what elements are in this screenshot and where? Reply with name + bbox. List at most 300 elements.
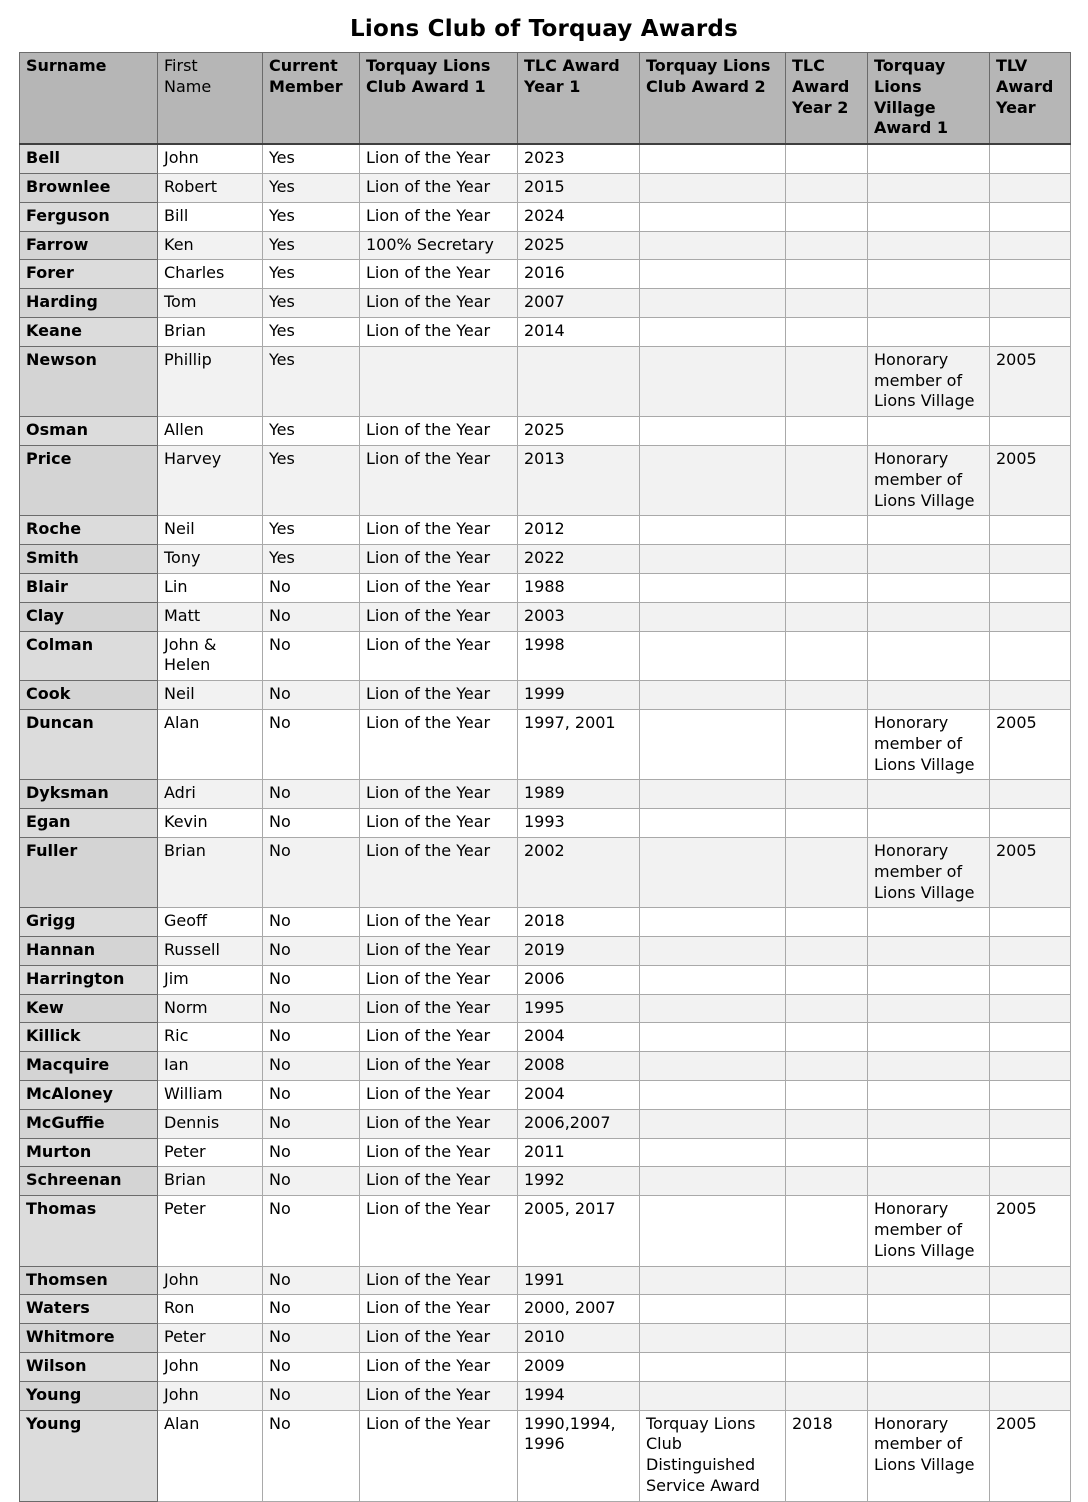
cell-tlc-award-2 bbox=[640, 1109, 786, 1138]
cell-surname: Fuller bbox=[20, 837, 158, 907]
cell-surname: Newson bbox=[20, 346, 158, 416]
cell-tlc-award-2 bbox=[640, 1052, 786, 1081]
cell-tlc-award-2 bbox=[640, 1196, 786, 1266]
cell-tlc-award-1: Lion of the Year bbox=[360, 545, 518, 574]
cell-tlv-award-year bbox=[990, 1266, 1071, 1295]
table-row bbox=[20, 1081, 1071, 1110]
cell-tlv-award-year: 2005 bbox=[990, 837, 1071, 907]
cell-current-member: No bbox=[263, 908, 360, 937]
cell-tlc-award-year-1: 2008 bbox=[518, 1052, 640, 1081]
table-row bbox=[20, 202, 1071, 231]
cell-tlc-award-1: Lion of the Year bbox=[360, 417, 518, 446]
cell-tlc-award-1: Lion of the Year bbox=[360, 1081, 518, 1110]
cell-tlc-award-year-2 bbox=[786, 1196, 868, 1266]
cell-first-name: Harvey bbox=[158, 445, 263, 515]
cell-current-member: No bbox=[263, 1023, 360, 1052]
cell-first-name: Peter bbox=[158, 1196, 263, 1266]
cell-tlc-award-1: Lion of the Year bbox=[360, 1167, 518, 1196]
cell-tlc-award-year-1: 1992 bbox=[518, 1167, 640, 1196]
cell-tlc-award-2 bbox=[640, 1023, 786, 1052]
cell-surname: Bell bbox=[20, 144, 158, 173]
cell-first-name: Kevin bbox=[158, 809, 263, 838]
cell-surname: Thomsen bbox=[20, 1266, 158, 1295]
cell-tlc-award-year-1: 2022 bbox=[518, 545, 640, 574]
cell-surname: Young bbox=[20, 1410, 158, 1501]
cell-current-member: Yes bbox=[263, 173, 360, 202]
cell-tlv-award-1 bbox=[868, 289, 990, 318]
table-row bbox=[20, 994, 1071, 1023]
cell-tlc-award-1: Lion of the Year bbox=[360, 445, 518, 515]
cell-tlc-award-2 bbox=[640, 631, 786, 681]
cell-tlc-award-1: Lion of the Year bbox=[360, 908, 518, 937]
cell-tlv-award-1 bbox=[868, 1023, 990, 1052]
cell-first-name: Charles bbox=[158, 260, 263, 289]
col-header-current-member: Current Member bbox=[263, 53, 360, 145]
cell-tlv-award-year bbox=[990, 545, 1071, 574]
cell-tlc-award-year-2 bbox=[786, 681, 868, 710]
cell-tlv-award-year bbox=[990, 573, 1071, 602]
table-row bbox=[20, 1138, 1071, 1167]
cell-surname: Wilson bbox=[20, 1353, 158, 1382]
cell-tlc-award-year-1: 2025 bbox=[518, 417, 640, 446]
cell-surname: Thomas bbox=[20, 1196, 158, 1266]
cell-first-name: Norm bbox=[158, 994, 263, 1023]
cell-tlc-award-1: Lion of the Year bbox=[360, 602, 518, 631]
cell-surname: McGuffie bbox=[20, 1109, 158, 1138]
cell-surname: Farrow bbox=[20, 231, 158, 260]
cell-tlv-award-1 bbox=[868, 545, 990, 574]
cell-tlc-award-1: Lion of the Year bbox=[360, 173, 518, 202]
cell-tlc-award-year-1 bbox=[518, 346, 640, 416]
cell-tlc-award-year-2 bbox=[786, 417, 868, 446]
cell-tlc-award-1: Lion of the Year bbox=[360, 631, 518, 681]
cell-first-name: Phillip bbox=[158, 346, 263, 416]
cell-tlc-award-1: Lion of the Year bbox=[360, 1109, 518, 1138]
cell-tlc-award-2 bbox=[640, 144, 786, 173]
cell-first-name: Robert bbox=[158, 173, 263, 202]
cell-surname: Cook bbox=[20, 681, 158, 710]
cell-tlc-award-1: Lion of the Year bbox=[360, 516, 518, 545]
cell-tlv-award-year bbox=[990, 994, 1071, 1023]
cell-tlc-award-year-1: 2003 bbox=[518, 602, 640, 631]
cell-tlv-award-year bbox=[990, 231, 1071, 260]
cell-tlv-award-year bbox=[990, 202, 1071, 231]
table-row bbox=[20, 545, 1071, 574]
cell-tlc-award-2 bbox=[640, 994, 786, 1023]
cell-current-member: No bbox=[263, 1196, 360, 1266]
cell-tlv-award-year bbox=[990, 260, 1071, 289]
cell-first-name: Brian bbox=[158, 1167, 263, 1196]
cell-surname: Macquire bbox=[20, 1052, 158, 1081]
cell-first-name: John bbox=[158, 1381, 263, 1410]
cell-surname: Brownlee bbox=[20, 173, 158, 202]
cell-tlc-award-2 bbox=[640, 516, 786, 545]
cell-tlc-award-year-1: 1999 bbox=[518, 681, 640, 710]
cell-tlv-award-1 bbox=[868, 1138, 990, 1167]
cell-tlc-award-2 bbox=[640, 1138, 786, 1167]
cell-tlc-award-1: Lion of the Year bbox=[360, 1023, 518, 1052]
cell-tlv-award-1 bbox=[868, 1353, 990, 1382]
cell-tlv-award-year bbox=[990, 1324, 1071, 1353]
cell-tlv-award-year bbox=[990, 681, 1071, 710]
cell-tlc-award-year-2 bbox=[786, 545, 868, 574]
cell-tlv-award-1 bbox=[868, 573, 990, 602]
cell-tlv-award-1 bbox=[868, 809, 990, 838]
table-row bbox=[20, 289, 1071, 318]
cell-tlv-award-year: 2005 bbox=[990, 1196, 1071, 1266]
cell-current-member: No bbox=[263, 1167, 360, 1196]
cell-tlc-award-year-1: 2011 bbox=[518, 1138, 640, 1167]
cell-tlc-award-year-2 bbox=[786, 1109, 868, 1138]
cell-current-member: No bbox=[263, 709, 360, 779]
cell-current-member: No bbox=[263, 1138, 360, 1167]
cell-tlc-award-year-2 bbox=[786, 1324, 868, 1353]
cell-tlc-award-1: Lion of the Year bbox=[360, 780, 518, 809]
cell-first-name: Tony bbox=[158, 545, 263, 574]
table-body bbox=[20, 144, 1071, 1501]
cell-tlc-award-2 bbox=[640, 1353, 786, 1382]
table-row bbox=[20, 1324, 1071, 1353]
cell-current-member: Yes bbox=[263, 144, 360, 173]
cell-tlv-award-1: Honorary member of Lions Village bbox=[868, 1410, 990, 1501]
cell-first-name: Alan bbox=[158, 709, 263, 779]
cell-current-member: Yes bbox=[263, 417, 360, 446]
cell-tlc-award-1: Lion of the Year bbox=[360, 994, 518, 1023]
cell-tlv-award-1 bbox=[868, 516, 990, 545]
cell-tlv-award-1 bbox=[868, 1109, 990, 1138]
cell-tlv-award-1 bbox=[868, 1052, 990, 1081]
cell-first-name: Ric bbox=[158, 1023, 263, 1052]
cell-tlc-award-2 bbox=[640, 709, 786, 779]
cell-tlv-award-year bbox=[990, 173, 1071, 202]
cell-tlc-award-year-2 bbox=[786, 1138, 868, 1167]
cell-tlv-award-1 bbox=[868, 1381, 990, 1410]
table-row bbox=[20, 317, 1071, 346]
cell-tlv-award-1 bbox=[868, 144, 990, 173]
table-row bbox=[20, 144, 1071, 173]
cell-surname: Forer bbox=[20, 260, 158, 289]
cell-tlc-award-year-2 bbox=[786, 780, 868, 809]
cell-tlv-award-year bbox=[990, 1109, 1071, 1138]
cell-first-name: Lin bbox=[158, 573, 263, 602]
table-row bbox=[20, 602, 1071, 631]
cell-first-name: Russell bbox=[158, 937, 263, 966]
cell-tlc-award-year-1: 1991 bbox=[518, 1266, 640, 1295]
cell-surname: Smith bbox=[20, 545, 158, 574]
cell-first-name: Allen bbox=[158, 417, 263, 446]
cell-current-member: No bbox=[263, 1353, 360, 1382]
cell-surname: Keane bbox=[20, 317, 158, 346]
cell-tlc-award-year-1: 2014 bbox=[518, 317, 640, 346]
cell-surname: Harding bbox=[20, 289, 158, 318]
cell-tlc-award-year-2 bbox=[786, 1023, 868, 1052]
cell-surname: Murton bbox=[20, 1138, 158, 1167]
cell-current-member: Yes bbox=[263, 445, 360, 515]
cell-tlv-award-year bbox=[990, 417, 1071, 446]
cell-current-member: No bbox=[263, 994, 360, 1023]
cell-current-member: No bbox=[263, 1381, 360, 1410]
cell-tlc-award-1: Lion of the Year bbox=[360, 937, 518, 966]
table-row bbox=[20, 1353, 1071, 1382]
cell-current-member: No bbox=[263, 937, 360, 966]
cell-surname: Whitmore bbox=[20, 1324, 158, 1353]
cell-tlc-award-2 bbox=[640, 317, 786, 346]
cell-tlc-award-year-1: 1994 bbox=[518, 1381, 640, 1410]
cell-tlv-award-year bbox=[990, 1381, 1071, 1410]
cell-first-name: Neil bbox=[158, 516, 263, 545]
cell-tlv-award-1: Honorary member of Lions Village bbox=[868, 709, 990, 779]
cell-surname: Clay bbox=[20, 602, 158, 631]
cell-tlv-award-year bbox=[990, 1023, 1071, 1052]
cell-tlc-award-year-1: 2004 bbox=[518, 1023, 640, 1052]
cell-tlc-award-year-1: 1998 bbox=[518, 631, 640, 681]
cell-tlv-award-1 bbox=[868, 1167, 990, 1196]
cell-first-name: Dennis bbox=[158, 1109, 263, 1138]
cell-tlc-award-2 bbox=[640, 1324, 786, 1353]
cell-surname: Grigg bbox=[20, 908, 158, 937]
cell-tlc-award-2 bbox=[640, 573, 786, 602]
cell-tlc-award-1: Lion of the Year bbox=[360, 144, 518, 173]
cell-surname: Dyksman bbox=[20, 780, 158, 809]
table-row bbox=[20, 1196, 1071, 1266]
cell-tlc-award-year-1: 2024 bbox=[518, 202, 640, 231]
cell-current-member: No bbox=[263, 631, 360, 681]
cell-current-member: No bbox=[263, 1410, 360, 1501]
cell-tlc-award-year-1: 2006,2007 bbox=[518, 1109, 640, 1138]
cell-tlc-award-1: Lion of the Year bbox=[360, 1381, 518, 1410]
cell-tlc-award-2 bbox=[640, 1167, 786, 1196]
cell-first-name: John bbox=[158, 144, 263, 173]
cell-tlc-award-year-1: 2018 bbox=[518, 908, 640, 937]
table-row bbox=[20, 1167, 1071, 1196]
cell-tlc-award-year-1: 2005, 2017 bbox=[518, 1196, 640, 1266]
cell-first-name: Peter bbox=[158, 1138, 263, 1167]
cell-tlc-award-year-2 bbox=[786, 445, 868, 515]
cell-current-member: No bbox=[263, 1324, 360, 1353]
cell-tlc-award-year-2 bbox=[786, 260, 868, 289]
table-row bbox=[20, 1023, 1071, 1052]
table-row bbox=[20, 1109, 1071, 1138]
cell-tlv-award-1 bbox=[868, 202, 990, 231]
cell-tlc-award-1 bbox=[360, 346, 518, 416]
cell-tlc-award-year-1: 2002 bbox=[518, 837, 640, 907]
col-header-tlc-award-year-2: TLC Award Year 2 bbox=[786, 53, 868, 145]
col-header-tlv-award-year: TLV Award Year bbox=[990, 53, 1071, 145]
cell-tlc-award-2 bbox=[640, 260, 786, 289]
table-row bbox=[20, 173, 1071, 202]
cell-surname: Osman bbox=[20, 417, 158, 446]
cell-current-member: No bbox=[263, 965, 360, 994]
cell-tlc-award-year-2 bbox=[786, 231, 868, 260]
cell-tlc-award-year-1: 2013 bbox=[518, 445, 640, 515]
cell-tlv-award-year: 2005 bbox=[990, 445, 1071, 515]
cell-tlc-award-year-1: 2016 bbox=[518, 260, 640, 289]
col-header-tlc-award-2: Torquay Lions Club Award 2 bbox=[640, 53, 786, 145]
cell-tlv-award-year bbox=[990, 1353, 1071, 1382]
cell-tlc-award-year-2 bbox=[786, 994, 868, 1023]
cell-tlc-award-2 bbox=[640, 445, 786, 515]
cell-current-member: Yes bbox=[263, 202, 360, 231]
cell-tlc-award-year-1: 2023 bbox=[518, 144, 640, 173]
cell-tlv-award-year bbox=[990, 602, 1071, 631]
cell-tlv-award-1: Honorary member of Lions Village bbox=[868, 837, 990, 907]
cell-tlv-award-1: Honorary member of Lions Village bbox=[868, 445, 990, 515]
cell-tlv-award-1: Honorary member of Lions Village bbox=[868, 346, 990, 416]
page-title: Lions Club of Torquay Awards bbox=[350, 16, 738, 42]
col-header-first-name: First Name bbox=[158, 53, 263, 145]
cell-tlc-award-year-2 bbox=[786, 573, 868, 602]
cell-tlv-award-year: 2005 bbox=[990, 709, 1071, 779]
cell-tlc-award-year-2 bbox=[786, 1381, 868, 1410]
cell-tlc-award-1: Lion of the Year bbox=[360, 260, 518, 289]
cell-tlc-award-1: Lion of the Year bbox=[360, 1295, 518, 1324]
cell-tlv-award-1 bbox=[868, 631, 990, 681]
cell-tlv-award-1 bbox=[868, 994, 990, 1023]
cell-first-name: Tom bbox=[158, 289, 263, 318]
cell-tlv-award-1 bbox=[868, 173, 990, 202]
cell-surname: Duncan bbox=[20, 709, 158, 779]
cell-tlc-award-1: Lion of the Year bbox=[360, 1052, 518, 1081]
cell-tlc-award-year-1: 2019 bbox=[518, 937, 640, 966]
table-row bbox=[20, 231, 1071, 260]
cell-tlc-award-year-2 bbox=[786, 1167, 868, 1196]
cell-tlv-award-1 bbox=[868, 231, 990, 260]
table-row bbox=[20, 709, 1071, 779]
col-header-tlc-award-1: Torquay Lions Club Award 1 bbox=[360, 53, 518, 145]
cell-tlc-award-2 bbox=[640, 417, 786, 446]
cell-first-name: Brian bbox=[158, 837, 263, 907]
cell-tlc-award-year-1: 1990,1994, 1996 bbox=[518, 1410, 640, 1501]
cell-tlv-award-year bbox=[990, 1167, 1071, 1196]
cell-tlc-award-2 bbox=[640, 231, 786, 260]
table-row bbox=[20, 417, 1071, 446]
cell-tlv-award-1 bbox=[868, 260, 990, 289]
cell-tlc-award-2 bbox=[640, 602, 786, 631]
cell-first-name: Matt bbox=[158, 602, 263, 631]
cell-first-name: Bill bbox=[158, 202, 263, 231]
cell-tlc-award-2: Torquay Lions Club Distinguished Service Award bbox=[640, 1410, 786, 1501]
cell-first-name: Peter bbox=[158, 1324, 263, 1353]
cell-tlc-award-2 bbox=[640, 1266, 786, 1295]
cell-tlc-award-2 bbox=[640, 965, 786, 994]
cell-tlc-award-2 bbox=[640, 1081, 786, 1110]
cell-tlc-award-year-1: 2025 bbox=[518, 231, 640, 260]
header-row bbox=[20, 53, 1071, 145]
cell-tlc-award-1: Lion of the Year bbox=[360, 289, 518, 318]
table-row bbox=[20, 937, 1071, 966]
cell-tlc-award-year-1: 2006 bbox=[518, 965, 640, 994]
cell-tlc-award-year-2 bbox=[786, 631, 868, 681]
cell-tlc-award-year-2 bbox=[786, 809, 868, 838]
table-row bbox=[20, 809, 1071, 838]
table-row bbox=[20, 780, 1071, 809]
cell-tlv-award-year: 2005 bbox=[990, 1410, 1071, 1501]
cell-tlc-award-1: Lion of the Year bbox=[360, 1138, 518, 1167]
cell-tlc-award-year-2: 2018 bbox=[786, 1410, 868, 1501]
cell-surname: Egan bbox=[20, 809, 158, 838]
cell-tlc-award-2 bbox=[640, 809, 786, 838]
cell-first-name: Ron bbox=[158, 1295, 263, 1324]
cell-current-member: No bbox=[263, 1266, 360, 1295]
cell-tlc-award-year-2 bbox=[786, 1295, 868, 1324]
cell-first-name: John bbox=[158, 1266, 263, 1295]
cell-tlc-award-year-2 bbox=[786, 1081, 868, 1110]
table-row bbox=[20, 516, 1071, 545]
cell-tlc-award-2 bbox=[640, 681, 786, 710]
cell-tlc-award-year-1: 2010 bbox=[518, 1324, 640, 1353]
cell-first-name: Geoff bbox=[158, 908, 263, 937]
cell-tlv-award-1 bbox=[868, 1295, 990, 1324]
cell-tlv-award-year bbox=[990, 1081, 1071, 1110]
table-row bbox=[20, 1266, 1071, 1295]
table-row bbox=[20, 346, 1071, 416]
cell-tlc-award-year-2 bbox=[786, 908, 868, 937]
cell-tlv-award-year bbox=[990, 516, 1071, 545]
cell-tlc-award-2 bbox=[640, 1295, 786, 1324]
cell-tlc-award-2 bbox=[640, 545, 786, 574]
cell-tlc-award-1: Lion of the Year bbox=[360, 1266, 518, 1295]
cell-tlc-award-year-1: 1989 bbox=[518, 780, 640, 809]
cell-tlc-award-year-1: 1993 bbox=[518, 809, 640, 838]
cell-tlc-award-1: Lion of the Year bbox=[360, 1324, 518, 1353]
cell-tlv-award-1 bbox=[868, 681, 990, 710]
cell-surname: Kew bbox=[20, 994, 158, 1023]
cell-first-name: Alan bbox=[158, 1410, 263, 1501]
col-header-tlv-award-1: Torquay Lions Village Award 1 bbox=[868, 53, 990, 145]
cell-tlc-award-2 bbox=[640, 1381, 786, 1410]
cell-tlc-award-year-2 bbox=[786, 709, 868, 779]
cell-tlv-award-year bbox=[990, 144, 1071, 173]
cell-tlc-award-year-2 bbox=[786, 317, 868, 346]
cell-tlv-award-year bbox=[990, 809, 1071, 838]
cell-tlc-award-1: Lion of the Year bbox=[360, 681, 518, 710]
cell-surname: McAloney bbox=[20, 1081, 158, 1110]
cell-tlc-award-2 bbox=[640, 937, 786, 966]
cell-current-member: No bbox=[263, 681, 360, 710]
cell-tlc-award-1: Lion of the Year bbox=[360, 317, 518, 346]
cell-first-name: Ken bbox=[158, 231, 263, 260]
cell-tlc-award-year-2 bbox=[786, 1052, 868, 1081]
cell-tlv-award-year bbox=[990, 631, 1071, 681]
cell-tlc-award-year-1: 2015 bbox=[518, 173, 640, 202]
cell-first-name: Adri bbox=[158, 780, 263, 809]
cell-surname: Ferguson bbox=[20, 202, 158, 231]
cell-tlv-award-year bbox=[990, 908, 1071, 937]
cell-tlc-award-1: Lion of the Year bbox=[360, 1410, 518, 1501]
cell-surname: Blair bbox=[20, 573, 158, 602]
cell-tlc-award-year-2 bbox=[786, 202, 868, 231]
cell-tlv-award-1 bbox=[868, 417, 990, 446]
cell-tlc-award-year-2 bbox=[786, 937, 868, 966]
cell-surname: Roche bbox=[20, 516, 158, 545]
cell-tlc-award-2 bbox=[640, 346, 786, 416]
cell-tlc-award-1: Lion of the Year bbox=[360, 1353, 518, 1382]
cell-surname: Colman bbox=[20, 631, 158, 681]
cell-current-member: Yes bbox=[263, 289, 360, 318]
cell-surname: Harrington bbox=[20, 965, 158, 994]
col-header-surname: Surname bbox=[20, 53, 158, 145]
cell-current-member: No bbox=[263, 837, 360, 907]
cell-tlv-award-year bbox=[990, 965, 1071, 994]
cell-tlv-award-1 bbox=[868, 1324, 990, 1353]
cell-current-member: No bbox=[263, 809, 360, 838]
table-row bbox=[20, 681, 1071, 710]
cell-current-member: Yes bbox=[263, 260, 360, 289]
cell-current-member: No bbox=[263, 602, 360, 631]
cell-tlv-award-year bbox=[990, 289, 1071, 318]
table-row bbox=[20, 1295, 1071, 1324]
cell-first-name: Jim bbox=[158, 965, 263, 994]
